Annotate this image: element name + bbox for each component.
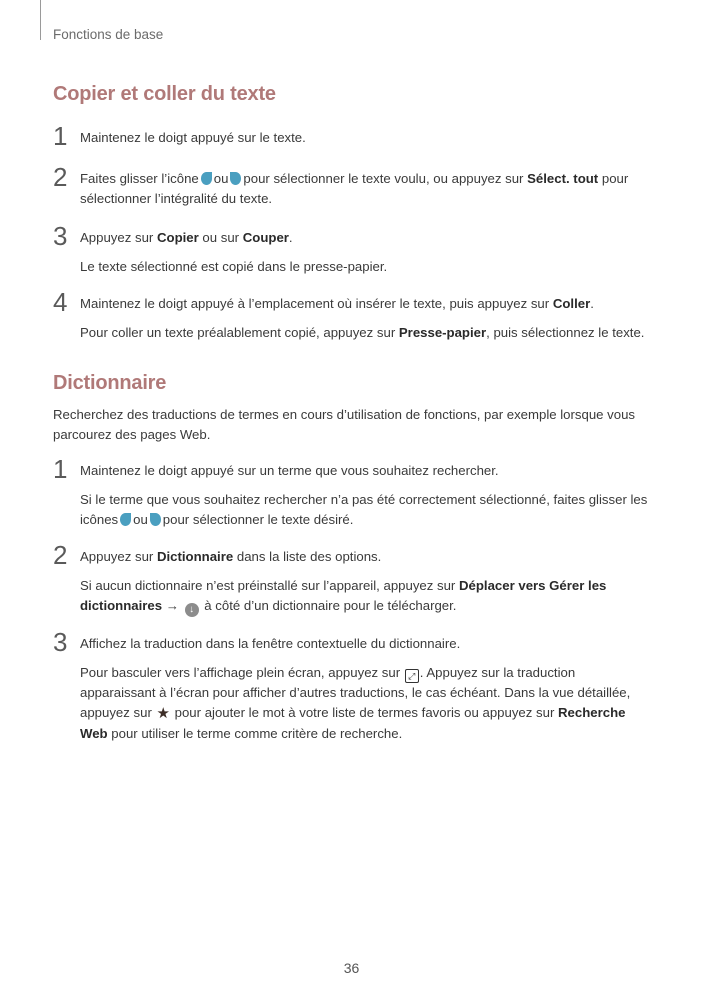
step-body xyxy=(80,294,650,343)
left-selection-handle-icon xyxy=(120,513,131,526)
step-number: 1 xyxy=(53,454,68,484)
download-icon: ↓ xyxy=(185,603,199,617)
text-run: . Appuyez sur la traduction apparaissant à l’écran pour afficher d’autres traductions, le cas échéant. Dans la vue détaillée, appuyez sur xyxy=(80,665,631,720)
text-run: pour ajouter le mot à votre liste de termes favoris ou appuyez sur xyxy=(174,705,555,720)
text-run: . xyxy=(590,296,594,311)
text-run: Appuyez sur xyxy=(80,549,154,564)
bold-term: Presse-papier xyxy=(398,325,487,340)
step-subtext: Le texte sélectionné est copié dans le presse-papier. xyxy=(80,259,388,274)
text-run: à côté d’un dictionnaire pour le télécharger. xyxy=(204,598,457,613)
step-body xyxy=(80,634,650,744)
section-title-dictionary: Dictionnaire xyxy=(53,372,167,394)
step-text: Affichez la traduction dans la fenêtre contextuelle du dictionnaire. xyxy=(80,636,461,651)
page-number: 36 xyxy=(343,960,360,976)
text-run: ou xyxy=(213,171,229,186)
text-run: Faites glisser l’icône xyxy=(80,171,199,186)
step-body xyxy=(80,461,650,530)
header-rule xyxy=(40,0,41,40)
step-body xyxy=(80,228,650,277)
step-subtext xyxy=(80,323,650,343)
star-icon: ★ xyxy=(156,705,170,722)
right-selection-handle-icon xyxy=(150,513,161,526)
text-run: ou xyxy=(133,512,148,527)
right-selection-handle-icon xyxy=(230,172,241,185)
bold-term: Recherche Web xyxy=(80,705,626,741)
step-number: 1 xyxy=(53,121,68,151)
bold-term: Copier xyxy=(156,230,199,245)
section-title-copy-paste: Copier et coller du texte xyxy=(53,83,276,105)
step-body xyxy=(80,169,650,209)
text-run: pour sélectionner le texte désiré. xyxy=(162,512,354,527)
step-text: Maintenez le doigt appuyé sur le texte. xyxy=(80,130,306,145)
step-number: 2 xyxy=(53,540,68,570)
step-number: 3 xyxy=(53,221,68,251)
step-subtext xyxy=(80,663,650,744)
left-selection-handle-icon xyxy=(201,172,212,185)
text-run: Si aucun dictionnaire n’est préinstallé sur l’appareil, appuyez sur xyxy=(80,578,456,593)
text-run: . xyxy=(288,230,293,245)
text-run: pour sélectionner l’intégralité du texte. xyxy=(80,171,629,206)
text-run: , puis sélectionnez le texte. xyxy=(486,325,645,340)
running-title: Fonctions de base xyxy=(53,27,164,42)
text-run: Si le terme que vous souhaitez rechercher n’a pas été correctement sélectionné, faites glisser les icônes xyxy=(80,492,648,527)
step-number: 3 xyxy=(53,627,68,657)
step-text xyxy=(80,547,650,567)
text-run: Pour coller un texte préalablement copié, appuyez sur xyxy=(80,325,396,340)
bold-term: Dictionnaire xyxy=(156,549,234,564)
step-text xyxy=(80,228,650,248)
step-body xyxy=(80,547,650,617)
step-text: Maintenez le doigt appuyé sur un terme que vous souhaitez rechercher. xyxy=(80,463,499,478)
step-subtext xyxy=(80,576,650,617)
text-run: pour utiliser le terme comme critère de recherche. xyxy=(111,726,403,741)
arrow-glyph: → xyxy=(165,598,179,613)
step-number: 4 xyxy=(53,287,68,317)
step-text xyxy=(80,294,650,314)
step-subtext xyxy=(80,490,650,530)
text-run: Pour basculer vers l’affichage plein écran, appuyez sur xyxy=(80,665,401,680)
bold-term: Coller xyxy=(552,296,591,311)
bold-term: Couper xyxy=(242,230,289,245)
text-run: Maintenez le doigt appuyé à l’emplacement où insérer le texte, puis appuyez sur xyxy=(80,296,550,311)
text-run: pour sélectionner le texte voulu, ou appuyez sur xyxy=(243,171,524,186)
step-number: 2 xyxy=(53,162,68,192)
bold-term: Déplacer vers Gérer les dictionnaires xyxy=(80,578,607,613)
section-intro: Recherchez des traductions de termes en cours d’utilisation de fonctions, par exemple lorsque vous parcourez des pages Web. xyxy=(53,407,636,442)
step-body xyxy=(80,128,650,148)
step-text xyxy=(80,169,650,209)
bold-term: Sélect. tout xyxy=(527,171,599,186)
text-run: dans la liste des options. xyxy=(236,549,382,564)
expand-icon: ⤢ xyxy=(405,669,419,683)
text-run: ou sur xyxy=(202,230,240,245)
text-run: Appuyez sur xyxy=(80,230,154,245)
